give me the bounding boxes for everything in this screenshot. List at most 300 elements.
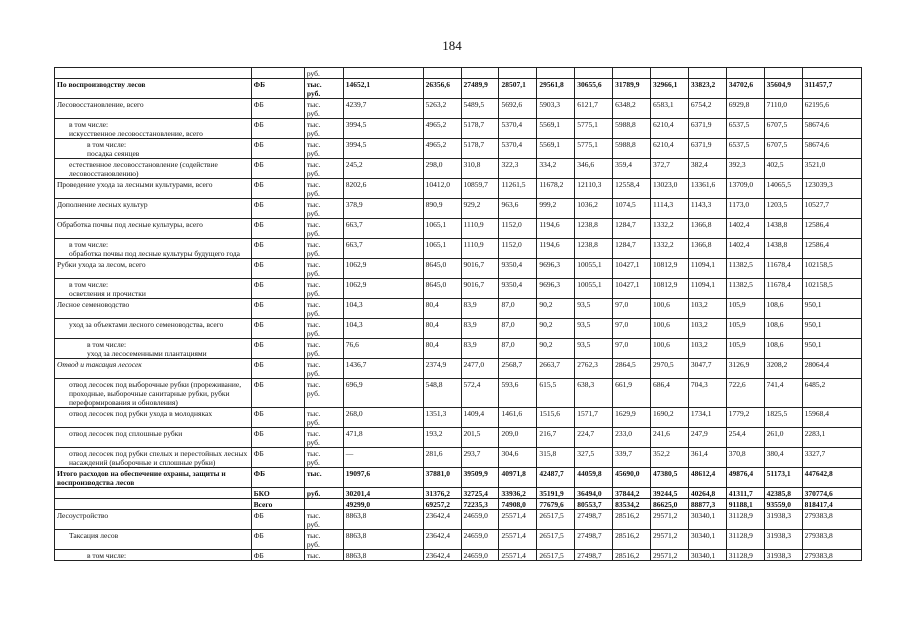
value-cell: 11261,5 (499, 179, 537, 199)
value-cell: 361,4 (688, 448, 726, 468)
value-cell: 6210,4 (651, 139, 689, 159)
row-name-cell (55, 68, 252, 79)
value-cell: 359,4 (613, 159, 651, 179)
value-cell: 40971,8 (499, 468, 537, 488)
value-cell: 49299,0 (343, 499, 423, 510)
source-cell: ФБ (251, 239, 304, 259)
value-cell: 108,6 (764, 339, 802, 359)
value-cell: 1409,4 (461, 408, 499, 428)
value-cell: 950,1 (802, 299, 861, 319)
value-cell: 548,8 (423, 379, 461, 408)
value-cell: 6537,5 (726, 139, 764, 159)
value-cell: 30340,1 (688, 510, 726, 530)
value-cell: 1332,2 (651, 239, 689, 259)
value-cell: 90,2 (537, 319, 575, 339)
unit-cell: руб. (304, 68, 343, 79)
value-cell: 51173,1 (764, 468, 802, 488)
value-cell: 12586,4 (802, 219, 861, 239)
source-cell: ФБ (251, 408, 304, 428)
table-row (55, 179, 862, 199)
value-cell: 26517,5 (537, 530, 575, 550)
value-cell: 2864,5 (613, 359, 651, 379)
value-cell: 392,3 (726, 159, 764, 179)
value-cell: 1779,2 (726, 408, 764, 428)
value-cell: 88877,3 (688, 499, 726, 510)
row-name-cell: в том числе: посадка сеянцев (55, 139, 252, 159)
value-cell: 80,4 (423, 319, 461, 339)
value-cell: 6210,4 (651, 119, 689, 139)
value-cell: 9016,7 (461, 259, 499, 279)
value-cell: 1065,1 (423, 239, 461, 259)
value-cell: 615,5 (537, 379, 575, 408)
value-cell: 741,4 (764, 379, 802, 408)
value-cell: 105,9 (726, 299, 764, 319)
value-cell: 378,9 (343, 199, 423, 219)
value-cell: 23642,4 (423, 530, 461, 550)
source-cell: ФБ (251, 299, 304, 319)
unit-cell: тыс. руб. (304, 448, 343, 468)
value-cell: 93,5 (575, 339, 613, 359)
value-cell: 27498,7 (575, 510, 613, 530)
value-cell: 209,0 (499, 428, 537, 448)
value-cell: 26517,5 (537, 550, 575, 561)
value-cell: 201,5 (461, 428, 499, 448)
unit-cell: тыс. руб. (304, 408, 343, 428)
value-cell: 1114,3 (651, 199, 689, 219)
value-cell: 6348,2 (613, 99, 651, 119)
value-cell: 10812,9 (651, 259, 689, 279)
value-cell: 31128,9 (726, 550, 764, 561)
value-cell: 87,0 (499, 299, 537, 319)
row-name-cell: естественное лесовосстановление (содействие лесовосстановлению) (55, 159, 252, 179)
table-row (55, 510, 862, 530)
value-cell: 1062,9 (343, 259, 423, 279)
value-cell: 2762,3 (575, 359, 613, 379)
value-cell: 929,2 (461, 199, 499, 219)
row-name-cell: отвод лесосек под выборочные рубки (прореживание, проходные, выборочные санитарные рубки, рубки переформирования и обновления) (55, 379, 252, 408)
value-cell: 29571,2 (651, 530, 689, 550)
value-cell: 963,6 (499, 199, 537, 219)
value-cell: 58674,6 (802, 119, 861, 139)
value-cell: 10859,7 (461, 179, 499, 199)
value-cell (575, 68, 613, 79)
unit-cell: тыс. (304, 468, 343, 488)
value-cell: 11382,5 (726, 259, 764, 279)
value-cell (688, 68, 726, 79)
row-name-cell: Лесовосстановление, всего (55, 99, 252, 119)
unit-cell: тыс. руб. (304, 179, 343, 199)
value-cell: 1284,7 (613, 239, 651, 259)
value-cell: 241,6 (651, 428, 689, 448)
unit-cell: тыс. руб. (304, 159, 343, 179)
source-cell: ФБ (251, 279, 304, 299)
value-cell: 370774,6 (802, 488, 861, 499)
table-row (55, 299, 862, 319)
value-cell: 1036,2 (575, 199, 613, 219)
value-cell: 11678,4 (764, 279, 802, 299)
value-cell: 42487,7 (537, 468, 575, 488)
value-cell: 402,5 (764, 159, 802, 179)
value-cell: 11382,5 (726, 279, 764, 299)
value-cell: 950,1 (802, 319, 861, 339)
value-cell: 83,9 (461, 299, 499, 319)
value-cell: 28516,2 (613, 530, 651, 550)
value-cell: 62195,6 (802, 99, 861, 119)
source-cell: ФБ (251, 119, 304, 139)
table-row (55, 219, 862, 239)
value-cell: 1438,8 (764, 219, 802, 239)
value-cell: 279383,8 (802, 550, 861, 561)
value-cell: 1238,8 (575, 239, 613, 259)
value-cell: 100,6 (651, 339, 689, 359)
value-cell: 9696,3 (537, 259, 575, 279)
value-cell: 8863,8 (343, 550, 423, 561)
unit-cell: тыс. руб. (304, 379, 343, 408)
value-cell: 1110,9 (461, 239, 499, 259)
page-number: 184 (442, 38, 462, 53)
value-cell (651, 68, 689, 79)
source-cell: ФБ (251, 359, 304, 379)
value-cell: 15968,4 (802, 408, 861, 428)
value-cell: 31789,9 (613, 79, 651, 99)
value-cell: 48612,4 (688, 468, 726, 488)
table-row (55, 199, 862, 219)
value-cell: 31376,2 (423, 488, 461, 499)
table-row (55, 319, 862, 339)
value-cell: 593,6 (499, 379, 537, 408)
source-cell: ФБ (251, 219, 304, 239)
value-cell: 24659,0 (461, 530, 499, 550)
value-cell: 33823,2 (688, 79, 726, 99)
value-cell: 33936,2 (499, 488, 537, 499)
value-cell: 108,6 (764, 319, 802, 339)
value-cell: 5988,8 (613, 119, 651, 139)
value-cell: 29571,2 (651, 510, 689, 530)
value-cell: 11094,1 (688, 259, 726, 279)
value-cell: 1351,3 (423, 408, 461, 428)
value-cell: 100,6 (651, 319, 689, 339)
value-cell: 90,2 (537, 299, 575, 319)
value-cell: 87,0 (499, 339, 537, 359)
row-name-cell: отвод лесосек под рубки ухода в молодняках (55, 408, 252, 428)
value-cell: 27498,7 (575, 530, 613, 550)
value-cell: 72235,3 (461, 499, 499, 510)
value-cell: 245,2 (343, 159, 423, 179)
source-cell: ФБ (251, 99, 304, 119)
value-cell: 10055,1 (575, 279, 613, 299)
value-cell: 339,7 (613, 448, 651, 468)
value-cell: 10812,9 (651, 279, 689, 299)
value-cell (764, 68, 802, 79)
value-cell: 315,8 (537, 448, 575, 468)
value-cell: 32966,1 (651, 79, 689, 99)
value-cell: 123039,3 (802, 179, 861, 199)
value-cell: 44059,8 (575, 468, 613, 488)
value-cell: 1143,3 (688, 199, 726, 219)
value-cell: 1690,2 (651, 408, 689, 428)
value-cell: 91188,1 (726, 499, 764, 510)
row-name-cell: Отвод и таксация лесосек (55, 359, 252, 379)
unit-cell: тыс. руб. (304, 510, 343, 530)
value-cell: 28516,2 (613, 510, 651, 530)
value-cell: 76,6 (343, 339, 423, 359)
table-row (55, 159, 862, 179)
value-cell (343, 68, 423, 79)
value-cell: 261,0 (764, 428, 802, 448)
value-cell: 268,0 (343, 408, 423, 428)
value-cell: 298,0 (423, 159, 461, 179)
value-cell: 1203,5 (764, 199, 802, 219)
table-row (55, 139, 862, 159)
value-cell (613, 68, 651, 79)
value-cell: 6929,8 (726, 99, 764, 119)
value-cell: 32725,4 (461, 488, 499, 499)
value-cell: 638,3 (575, 379, 613, 408)
value-cell: 1436,7 (343, 359, 423, 379)
value-cell: 30201,4 (343, 488, 423, 499)
value-cell: 4965,2 (423, 139, 461, 159)
value-cell: 10055,1 (575, 259, 613, 279)
table-row (55, 379, 862, 408)
value-cell: 8645,0 (423, 259, 461, 279)
value-cell: 327,5 (575, 448, 613, 468)
value-cell: 13023,0 (651, 179, 689, 199)
value-cell: 247,9 (688, 428, 726, 448)
value-cell: 27489,9 (461, 79, 499, 99)
value-cell: 1194,6 (537, 219, 575, 239)
row-name-cell: По воспроизводству лесов (55, 79, 252, 99)
value-cell: 572,4 (461, 379, 499, 408)
row-name-cell: Лесное семеноводство (55, 299, 252, 319)
source-cell: ФБ (251, 468, 304, 488)
value-cell: 696,9 (343, 379, 423, 408)
value-cell: 311457,7 (802, 79, 861, 99)
value-cell: 23642,4 (423, 510, 461, 530)
value-cell: 39244,5 (651, 488, 689, 499)
value-cell: 279383,8 (802, 530, 861, 550)
value-cell: 10527,7 (802, 199, 861, 219)
value-cell: 25571,4 (499, 550, 537, 561)
value-cell: 334,2 (537, 159, 575, 179)
value-cell: 5178,7 (461, 139, 499, 159)
value-cell: 5178,7 (461, 119, 499, 139)
table-row (55, 408, 862, 428)
value-cell (802, 68, 861, 79)
value-cell: 1515,6 (537, 408, 575, 428)
value-cell: 950,1 (802, 339, 861, 359)
row-name-cell: Таксация лесов (55, 530, 252, 550)
value-cell: 31938,3 (764, 510, 802, 530)
budget-table (54, 67, 862, 561)
value-cell: 5370,4 (499, 139, 537, 159)
value-cell: 9696,3 (537, 279, 575, 299)
value-cell: 14065,5 (764, 179, 802, 199)
value-cell: 5569,1 (537, 119, 575, 139)
row-name-cell (55, 488, 252, 499)
source-cell (251, 68, 304, 79)
value-cell: 1825,5 (764, 408, 802, 428)
unit-cell: тыс. руб. (304, 339, 343, 359)
value-cell: 8202,6 (343, 179, 423, 199)
value-cell: 87,0 (499, 319, 537, 339)
value-cell: 37844,2 (613, 488, 651, 499)
row-name-cell: уход за объектами лесного семеноводства, всего (55, 319, 252, 339)
value-cell: 4965,2 (423, 119, 461, 139)
value-cell: 8863,8 (343, 510, 423, 530)
value-cell: 1194,6 (537, 239, 575, 259)
value-cell: 1238,8 (575, 219, 613, 239)
row-name-cell: в том числе: осветления и прочистки (55, 279, 252, 299)
value-cell: 30340,1 (688, 530, 726, 550)
source-cell: ФБ (251, 159, 304, 179)
source-cell: ФБ (251, 79, 304, 99)
value-cell: 686,4 (651, 379, 689, 408)
value-cell: 19097,6 (343, 468, 423, 488)
row-name-cell: Рубки ухода за лесом, всего (55, 259, 252, 279)
value-cell: 5775,1 (575, 119, 613, 139)
value-cell: 3126,9 (726, 359, 764, 379)
value-cell: 5370,4 (499, 119, 537, 139)
value-cell: 103,2 (688, 319, 726, 339)
value-cell: 1284,7 (613, 219, 651, 239)
unit-cell: тыс. (304, 550, 343, 561)
value-cell: 6583,1 (651, 99, 689, 119)
value-cell: 27498,7 (575, 550, 613, 561)
row-name-cell: в том числе: уход за лесосеменными плантациями (55, 339, 252, 359)
value-cell: 40264,8 (688, 488, 726, 499)
value-cell: 26517,5 (537, 510, 575, 530)
value-cell: 28516,2 (613, 550, 651, 561)
value-cell (423, 68, 461, 79)
source-cell: ФБ (251, 199, 304, 219)
value-cell: 24659,0 (461, 510, 499, 530)
value-cell: 447642,8 (802, 468, 861, 488)
value-cell: 663,7 (343, 219, 423, 239)
value-cell: 6754,2 (688, 99, 726, 119)
value-cell: 663,7 (343, 239, 423, 259)
value-cell: 80553,7 (575, 499, 613, 510)
value-cell: 12586,4 (802, 239, 861, 259)
value-cell: 3994,5 (343, 139, 423, 159)
value-cell: 26356,6 (423, 79, 461, 99)
value-cell: 999,2 (537, 199, 575, 219)
value-cell: 193,2 (423, 428, 461, 448)
value-cell: 90,2 (537, 339, 575, 359)
value-cell: 83534,2 (613, 499, 651, 510)
value-cell: 23642,4 (423, 550, 461, 561)
value-cell: 346,6 (575, 159, 613, 179)
value-cell (726, 68, 764, 79)
value-cell: 890,9 (423, 199, 461, 219)
value-cell: 281,6 (423, 448, 461, 468)
unit-cell: тыс. руб. (304, 199, 343, 219)
value-cell: 2283,1 (802, 428, 861, 448)
value-cell: 10427,1 (613, 279, 651, 299)
unit-cell: тыс. руб. (304, 299, 343, 319)
value-cell: 293,7 (461, 448, 499, 468)
unit-cell: тыс. руб. (304, 428, 343, 448)
source-cell: ФБ (251, 550, 304, 561)
value-cell: 102158,5 (802, 259, 861, 279)
value-cell: 102158,5 (802, 279, 861, 299)
source-cell: ФБ (251, 448, 304, 468)
value-cell: 233,0 (613, 428, 651, 448)
value-cell: 9350,4 (499, 259, 537, 279)
value-cell: 322,3 (499, 159, 537, 179)
table-row (55, 79, 862, 99)
value-cell: 5692,6 (499, 99, 537, 119)
value-cell: 6537,5 (726, 119, 764, 139)
table-row (55, 448, 862, 468)
value-cell: 45690,0 (613, 468, 651, 488)
value-cell: 1366,8 (688, 219, 726, 239)
value-cell: 1062,9 (343, 279, 423, 299)
value-cell: 6121,7 (575, 99, 613, 119)
unit-cell: тыс. руб. (304, 99, 343, 119)
value-cell: 2970,5 (651, 359, 689, 379)
source-cell: ФБ (251, 379, 304, 408)
value-cell: 2374,9 (423, 359, 461, 379)
value-cell: 10427,1 (613, 259, 651, 279)
value-cell: 31128,9 (726, 510, 764, 530)
unit-cell: тыс. руб. (304, 530, 343, 550)
value-cell: 97,0 (613, 339, 651, 359)
value-cell: 93,5 (575, 319, 613, 339)
source-cell: ФБ (251, 319, 304, 339)
unit-cell: тыс. руб. (304, 319, 343, 339)
value-cell: 103,2 (688, 339, 726, 359)
value-cell: 42385,8 (764, 488, 802, 499)
table-row (55, 68, 862, 79)
value-cell: 2477,0 (461, 359, 499, 379)
value-cell: 25571,4 (499, 510, 537, 530)
value-cell: 31938,3 (764, 550, 802, 561)
value-cell: 47380,5 (651, 468, 689, 488)
row-name-cell: Лесоустройство (55, 510, 252, 530)
value-cell: 30655,6 (575, 79, 613, 99)
value-cell: 6485,2 (802, 379, 861, 408)
value-cell: 14652,1 (343, 79, 423, 99)
row-name-cell: в том числе: искусственное лесовосстановление, всего (55, 119, 252, 139)
unit-cell: тыс. руб. (304, 219, 343, 239)
table-row (55, 339, 862, 359)
value-cell: 8645,0 (423, 279, 461, 299)
value-cell: 37881,0 (423, 468, 461, 488)
value-cell: 31938,3 (764, 530, 802, 550)
table-row (55, 259, 862, 279)
value-cell: 35191,9 (537, 488, 575, 499)
unit-cell: тыс. руб. (304, 119, 343, 139)
row-name-cell: Дополнение лесных культур (55, 199, 252, 219)
value-cell: 2663,7 (537, 359, 575, 379)
value-cell: 12558,4 (613, 179, 651, 199)
value-cell (499, 68, 537, 79)
unit-cell: тыс. руб. (304, 79, 343, 99)
value-cell: 3521,0 (802, 159, 861, 179)
value-cell: 30340,1 (688, 550, 726, 561)
table-row (55, 239, 862, 259)
value-cell: 1074,5 (613, 199, 651, 219)
value-cell: 6707,5 (764, 119, 802, 139)
value-cell: 1065,1 (423, 219, 461, 239)
value-cell: 1629,9 (613, 408, 651, 428)
value-cell: 2568,7 (499, 359, 537, 379)
unit-cell: тыс. руб. (304, 239, 343, 259)
row-name-cell: отвод лесосек под сплошные рубки (55, 428, 252, 448)
row-name-cell: в том числе: (55, 550, 252, 561)
value-cell: 1366,8 (688, 239, 726, 259)
value-cell: 9016,7 (461, 279, 499, 299)
